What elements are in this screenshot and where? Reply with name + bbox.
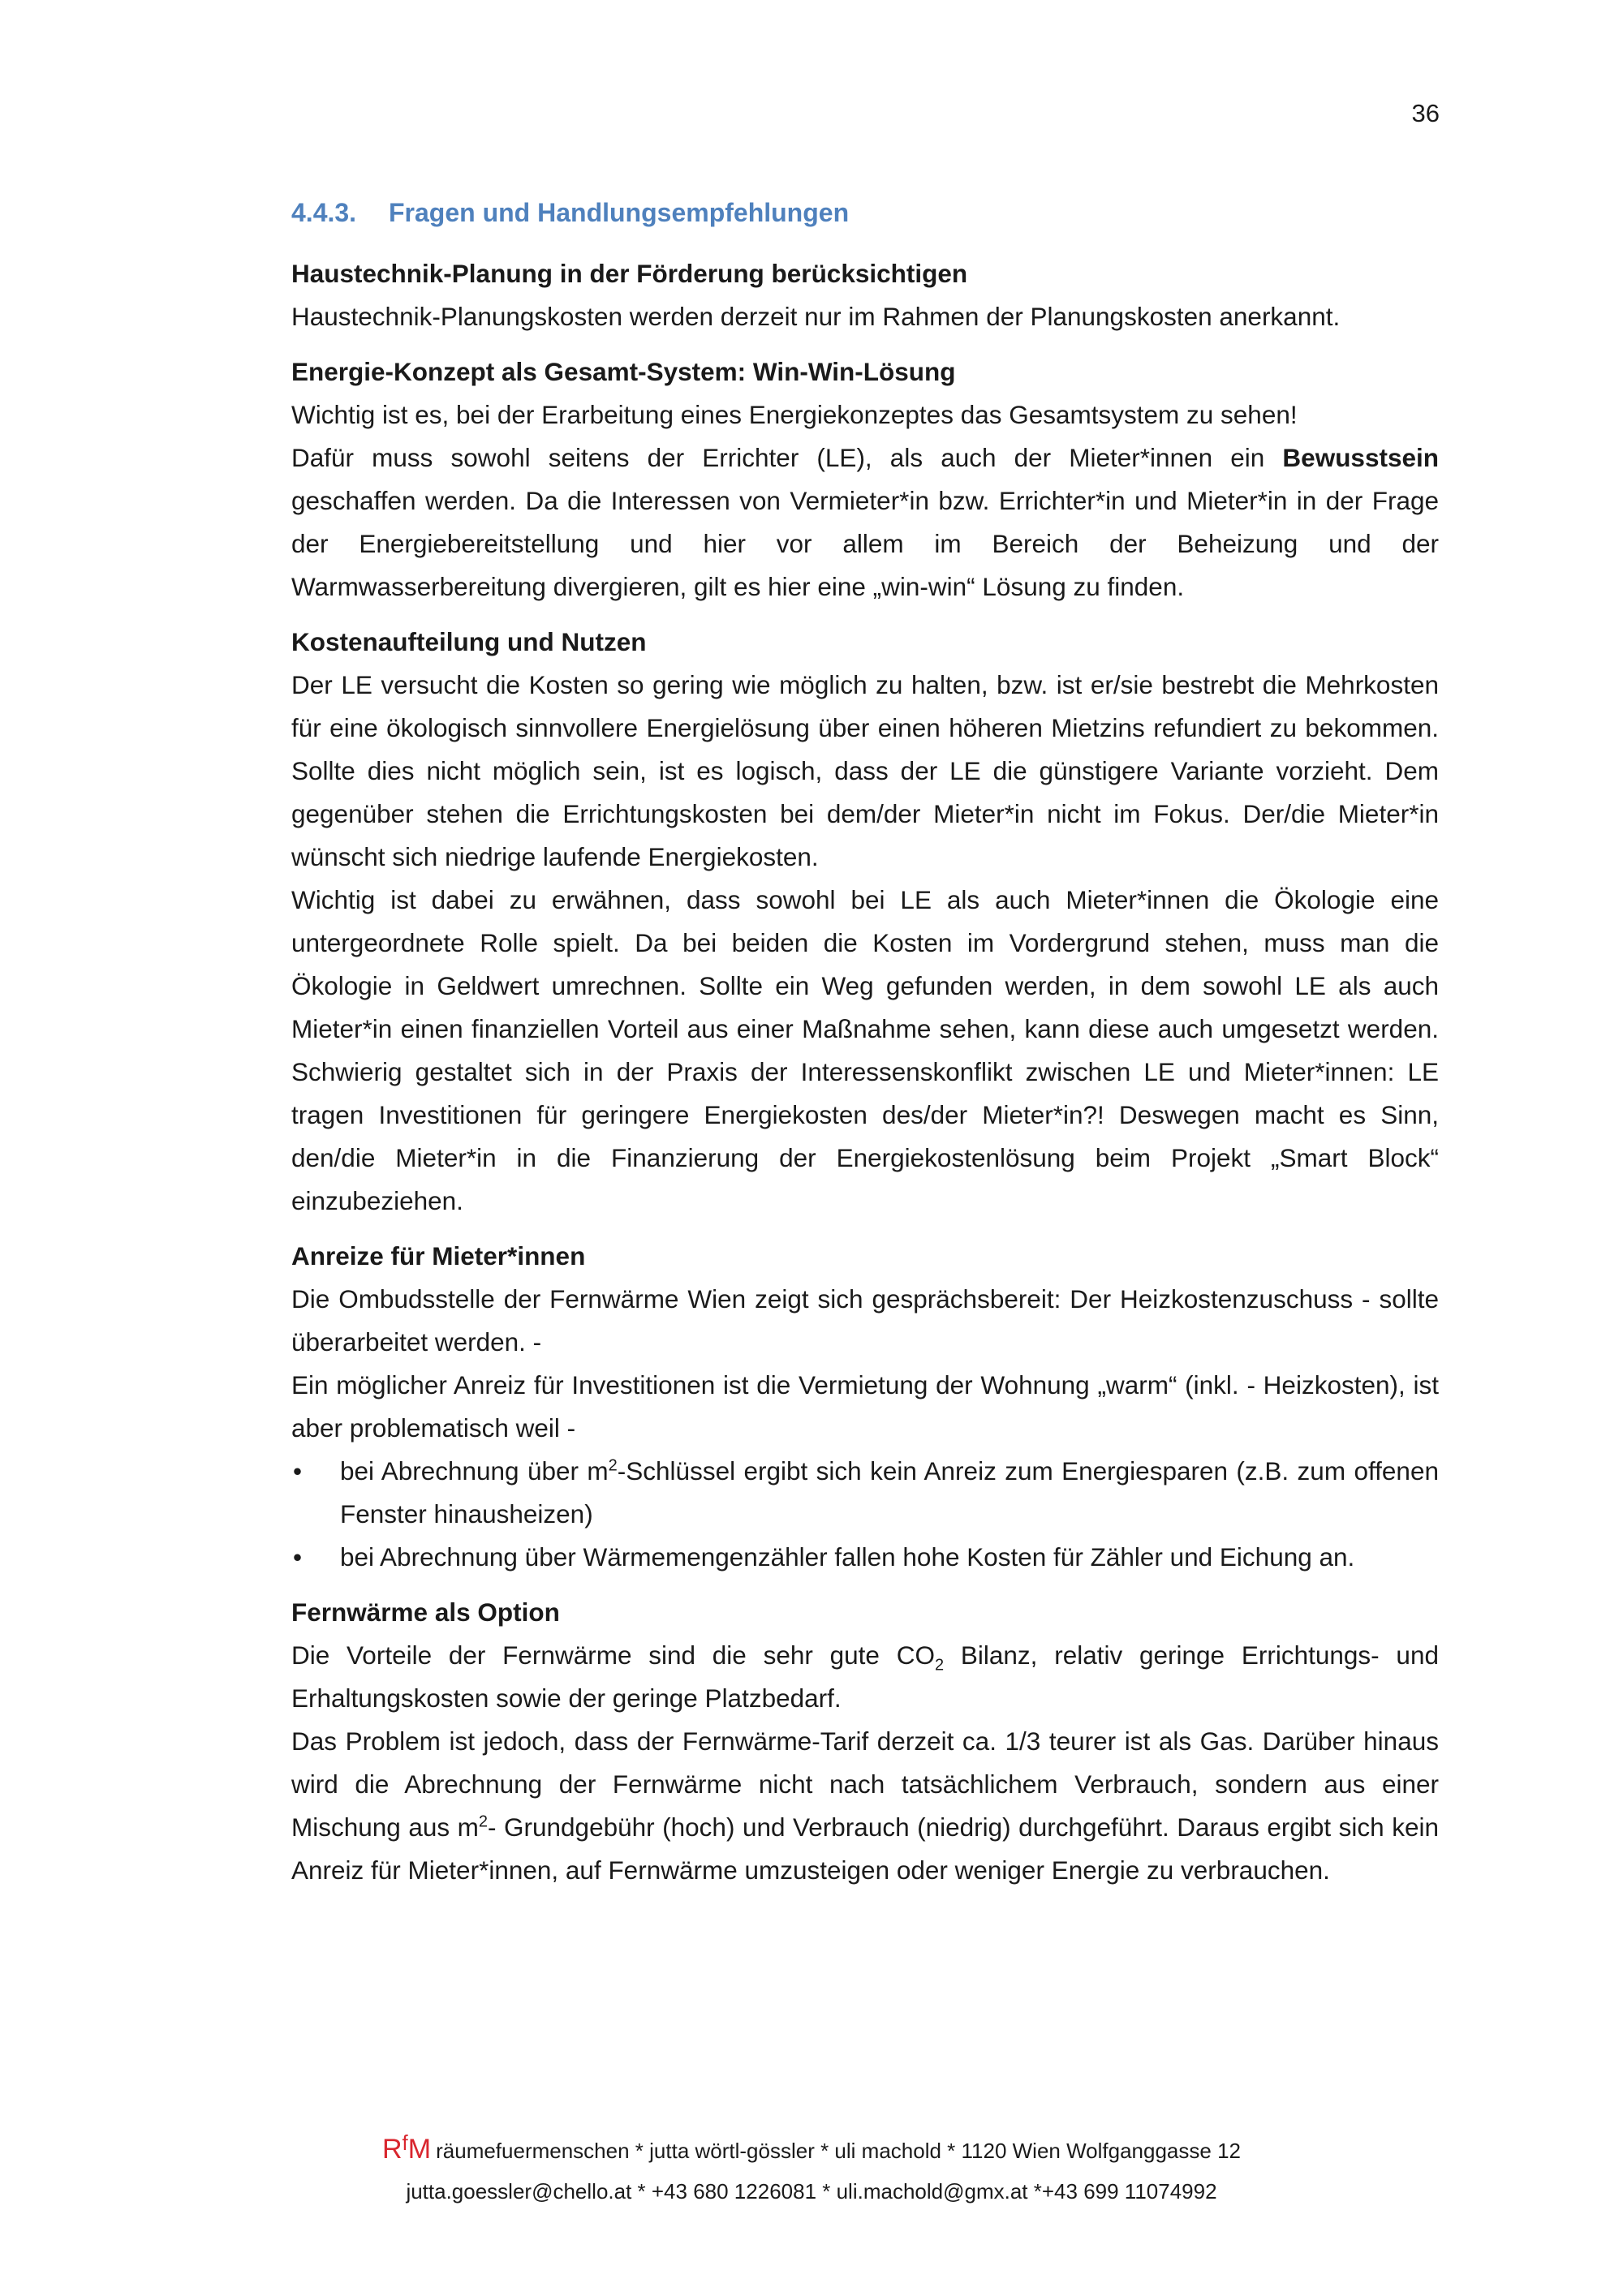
paragraph <box>291 1720 1439 1892</box>
bold-term: Bewusstsein <box>1282 443 1439 472</box>
logo-letter: M <box>407 2134 432 2165</box>
rfm-logo <box>381 2130 432 2165</box>
paragraph <box>291 436 1439 608</box>
block-fernwaerme <box>291 1591 1439 1892</box>
block-anreize <box>291 1235 1439 1579</box>
subheading-kosten: Kostenaufteilung und Nutzen <box>291 627 647 656</box>
bullet-list <box>291 1450 1439 1579</box>
list-item <box>291 1536 1439 1579</box>
block-kosten <box>291 621 1439 1223</box>
paragraph: Wichtig ist dabei zu erwähnen, dass sowohl bei LE als auch Mieter*innen die Ökologie eine untergeordnete Rolle spielt. Da bei beiden die Kosten im Vordergrund stehen, muss man die Ökologie in Geldwert umrechnen. Sollte ein Weg gefunden werden, in dem sowohl LE als auch Mieter*in einen finanziellen Vorteil aus einer Maßnahme sehen, kann diese auch umgesetzt werden. Schwierig gestaltet sich in der Praxis der Interessenskonflikt zwischen LE und Mieter*innen: LE tragen Investitionen für geringere Energiekosten des/der Mieter*in?! Deswegen macht es Sinn, den/die Mieter*in in die Finanzierung der Energiekostenlösung beim Projekt „Smart Block“ einzubeziehen. <box>291 885 1439 1215</box>
footer-line-1: räumefuermenschen * jutta wörtl-gössler * uli machold * 1120 Wien Wolfganggasse 12 <box>436 2139 1241 2163</box>
paragraph: Ein möglicher Anreiz für Investitionen ist die Vermietung der Wohnung „warm“ (inkl. - Heizkosten), ist aber problematisch weil - <box>291 1370 1439 1443</box>
subheading-anreize: Anreize für Mieter*innen <box>291 1241 586 1271</box>
text-run: bei Abrechnung über m <box>340 1456 609 1486</box>
list-item <box>291 1450 1439 1536</box>
footer-address <box>0 2130 1623 2165</box>
page-number: 36 <box>1411 99 1440 127</box>
section-heading <box>291 191 1439 234</box>
paragraph <box>291 1634 1439 1720</box>
subheading-energiekonzept: Energie-Konzept als Gesamt-System: Win-Win-Lösung <box>291 357 956 386</box>
text-run: Dafür muss sowohl seitens der Errichter (LE), als auch der Mieter*innen ein <box>291 443 1283 472</box>
text-run: -Schlüssel ergibt sich kein Anreiz zum Energiesparen (z.B. zum offenen Fenster hinausheizen) <box>340 1456 1439 1529</box>
text-run: geschaffen werden. Da die Interessen von Vermieter*in bzw. Errichter*in und Mieter*in in der Frage der Energiebereitstellung und hier vor allem im Bereich der Beheizung und der Warmwasserbereitung divergieren, gilt es hier eine „win-win“ Lösung zu finden. <box>291 486 1439 601</box>
subheading-haustechnik: Haustechnik-Planung in der Förderung berücksichtigen <box>291 259 968 288</box>
logo-letter: R <box>381 2134 403 2165</box>
paragraph: Wichtig ist es, bei der Erarbeitung eines Energiekonzeptes das Gesamtsystem zu sehen! <box>291 400 1298 429</box>
paragraph: Die Ombudsstelle der Fernwärme Wien zeigt sich gesprächsbereit: Der Heizkostenzuschuss - sollte überarbeitet werden. - <box>291 1284 1439 1357</box>
footer-contact: jutta.goessler@chello.at * +43 680 1226081 * uli.machold@gmx.at *+43 699 11074992 <box>406 2179 1217 2204</box>
text-run: Bilanz, relativ geringe Errichtungs- und Erhaltungskosten sowie der geringe Platzbedarf. <box>291 1640 1439 1713</box>
block-haustechnik <box>291 252 1439 338</box>
subscript: 2 <box>934 1656 945 1675</box>
superscript: 2 <box>608 1456 618 1475</box>
bullet-icon: • <box>293 1542 303 1572</box>
paragraph: Haustechnik-Planungskosten werden derzeit nur im Rahmen der Planungskosten anerkannt. <box>291 302 1341 331</box>
text-run: Das Problem ist jedoch, dass der Fernwärme-Tarif derzeit ca. 1/3 teurer ist als Gas. Darüber hinaus wird die Abrechnung der Fernwärme nicht nach tatsächlichem Verbrauch, sondern aus einer Mischung aus m <box>291 1726 1439 1842</box>
bullet-icon: • <box>293 1456 303 1486</box>
subheading-fernwaerme: Fernwärme als Option <box>291 1597 560 1627</box>
document-body <box>291 191 1439 1904</box>
superscript: 2 <box>478 1812 488 1831</box>
text-run: bei Abrechnung über Wärmemengenzähler fallen hohe Kosten für Zähler und Eichung an. <box>340 1542 1355 1572</box>
text-run: Die Vorteile der Fernwärme sind die sehr gute CO <box>291 1640 935 1670</box>
section-number: 4.4.3. <box>291 198 357 227</box>
text-run: - Grundgebühr (hoch) und Verbrauch (niedrig) durchgeführt. Daraus ergibt sich kein Anreiz für Mieter*innen, auf Fernwärme umzusteigen oder weniger Energie zu verbrauchen. <box>291 1812 1439 1885</box>
logo-letter: f <box>402 2130 408 2155</box>
block-energiekonzept <box>291 350 1439 608</box>
section-title: Fragen und Handlungsempfehlungen <box>389 198 850 227</box>
paragraph: Der LE versucht die Kosten so gering wie möglich zu halten, bzw. ist er/sie bestrebt die Mehrkosten für eine ökologisch sinnvollere Energielösung über einen höheren Mietzins refundiert zu bekommen. Sollte dies nicht möglich sein, ist es logisch, dass der LE die günstigere Variante vorzieht. Dem gegenüber stehen die Errichtungskosten bei dem/der Mieter*in nicht im Fokus. Der/die Mieter*in wünscht sich niedrige laufende Energiekosten. <box>291 670 1439 871</box>
